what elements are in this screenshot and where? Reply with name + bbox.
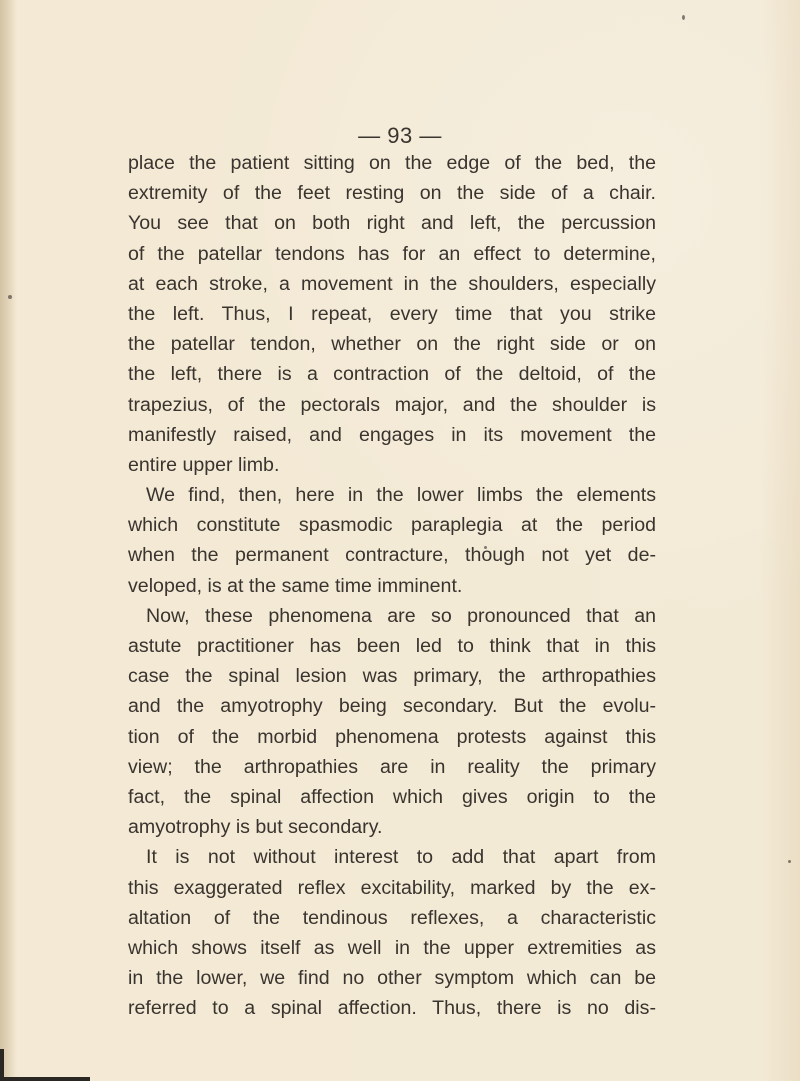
text-line: when the permanent contracture, though not yet de- <box>128 544 656 567</box>
bottom-left-mark <box>0 1077 90 1081</box>
text-line: which shows itself as well in the upper extremities as <box>128 936 656 959</box>
text-line: of the patellar tendons has for an effect to determine, <box>128 242 656 265</box>
text-line: veloped, is at the same time imminent. <box>128 574 463 597</box>
text-line: referred to a spinal affection. Thus, there is no dis- <box>128 997 656 1020</box>
text-line: fact, the spinal affection which gives origin to the <box>128 785 656 808</box>
text-line: view; the arthropathies are in reality the primary <box>128 755 656 778</box>
text-line: entire upper limb. <box>128 453 280 476</box>
text-line: trapezius, of the pectorals major, and the shoulder is <box>128 393 656 416</box>
body-text <box>128 148 656 1023</box>
text-line: in the lower, we find no other symptom which can be <box>128 967 656 990</box>
paragraph-start: We find, then, here in the lower limbs the elements <box>146 484 656 507</box>
page-number: — 93 — <box>358 123 442 148</box>
text-line: and the amyotrophy being secondary. But the evolu- <box>128 695 656 718</box>
text-line: amyotrophy is but secondary. <box>128 816 383 839</box>
text-line: tion of the morbid phenomena protests against this <box>128 725 656 748</box>
text-line: at each stroke, a movement in the shoulders, especially <box>128 272 656 295</box>
text-line: altation of the tendinous reflexes, a characteristic <box>128 906 656 929</box>
text-line: place the patient sitting on the edge of the bed, the <box>128 152 656 174</box>
paper-speck <box>788 860 791 863</box>
text-line: this exaggerated reflex excitability, marked by the ex- <box>128 876 656 899</box>
text-line: the patellar tendon, whether on the right side or on <box>128 333 656 356</box>
paper-speck <box>8 295 12 299</box>
text-line: extremity of the feet resting on the side of a chair. <box>128 182 656 205</box>
page-edge-shadow <box>0 0 16 1081</box>
text-line: the left. Thus, I repeat, every time that you strike <box>128 302 656 325</box>
text-line: You see that on both right and left, the percussion <box>128 212 656 235</box>
text-line: case the spinal lesion was primary, the arthropathies <box>128 665 656 688</box>
paragraph-start: Now, these phenomena are so pronounced that an <box>146 604 656 627</box>
text-line: manifestly raised, and engages in its movement the <box>128 423 656 446</box>
text-line: astute practitioner has been led to think that in this <box>128 635 656 657</box>
paper-speck <box>682 15 685 20</box>
paragraph-start: It is not without interest to add that apart from <box>146 846 656 869</box>
text-line: the left, there is a contraction of the deltoid, of the <box>128 363 656 386</box>
left-edge-mark <box>0 1049 4 1081</box>
text-line: which constitute spasmodic paraplegia at the period <box>128 514 656 537</box>
